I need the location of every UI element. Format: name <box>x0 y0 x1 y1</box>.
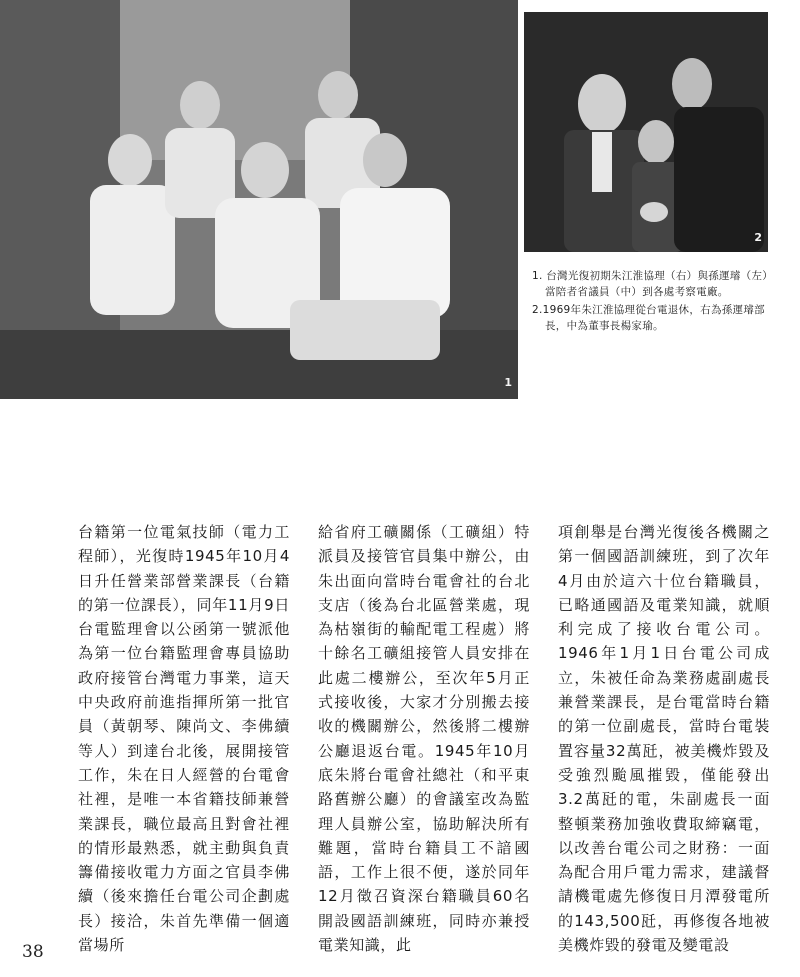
photo-number-1: 1 <box>504 376 512 389</box>
meeting-photo-image <box>524 12 768 252</box>
photo-captions <box>532 268 782 336</box>
caption-1: 1. 台灣光復初期朱江淮協理（右）與孫運璿（左）當陪者省議員（中）到各處考察電廠。 <box>532 270 774 298</box>
meeting-photo <box>524 12 768 252</box>
caption-2: 2.1969年朱江淮協理從台電退休，右為孫運璿部長，中為董事長楊家瑜。 <box>532 304 765 332</box>
page-number: 38 <box>22 942 44 962</box>
photo-number-2: 2 <box>754 231 762 244</box>
text-column-3: 項創舉是台灣光復後各機關之第一個國語訓練班，到了次年4月由於這六十位台籍職員，已略通國語及電業知識，就順利完成了接收台電公司。1946年1月1日台電公司成立，朱被任命為業務處副處長兼營業課長，是台電當時台籍的第一位副處長，當時台電裝置容量32萬瓩，被美機炸毀及受強烈颱風摧毀，僅能發出3.2萬瓩的電，朱副處長一面整頓業務加強收費取締竊電，以改善台電公司之財務：一面為配合用戶電力需求，建議督請機電處先修復日月潭發電所的143,500瓩，再修復各地被美機炸毀的發電及變電設 <box>558 523 770 955</box>
group-photo-image <box>0 0 518 399</box>
group-photo <box>0 0 518 399</box>
text-column-2: 給省府工礦關係（工礦組）特派員及接管官員集中辦公，由朱出面向當時台電會社的台北支店（後為台北區營業處，現為枯嶺街的輸配電工程處）將十餘名工礦組接管人員安排在此處二樓辦公，至次年5月正式接收後，大家才分別搬去接收的機關辦公，然後將二樓辦公廳退返台電。1945年10月底朱將台電會社總社（和平東路舊辦公廳）的會議室改為監理人員辦公室，協助解決所有難題，當時台籍員工不諳國語，工作上很不便，遂於同年12月徵召資深台籍職員60名開設國語訓練班，同時亦兼授電業知識，此 <box>318 523 530 955</box>
text-column-1: 台籍第一位電氣技師（電力工程師），光復時1945年10月4日升任營業部營業課長（台籍的第一位課長），同年11月9日台電監理會以公函第一號派他為第一位台籍監理會專員協助政府接管台灣電力事業，這天中央政府前進指揮所第一批官員（黃朝琴、陳尚文、李佛續等人）到達台北後，展開接管工作，朱在日人經營的台電會社裡，是唯一本省籍技師兼營業課長，職位最高且對會社裡的情形最熟悉，就主動與負責籌備接收電力方面之官員李佛續（後來擔任台電公司企劃處長）接洽，朱首先準備一個適當場所 <box>78 523 290 955</box>
